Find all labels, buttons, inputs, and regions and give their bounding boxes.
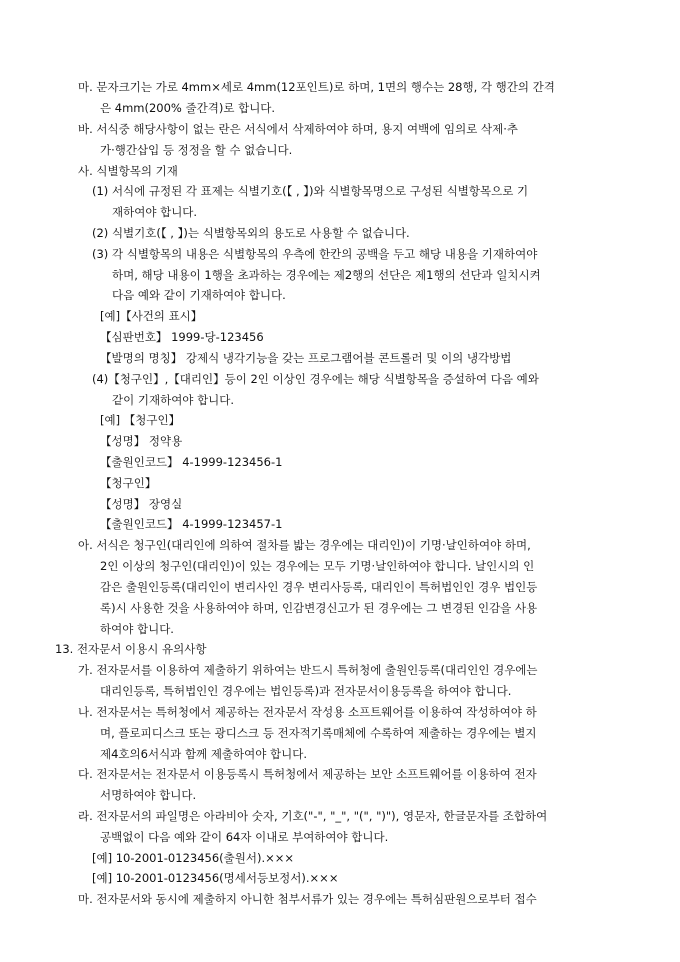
text-line: 마. 문자크기는 가로 4mm×세로 4mm(12포인트)로 하며, 1면의 행수는 28행, 각 행간의 간격 bbox=[78, 80, 555, 94]
text-line: 바. 서식중 해당사항이 없는 란은 서식에서 삭제하여야 하며, 용지 여백에 임의로 삭제·추 bbox=[78, 122, 518, 136]
text-line: 나. 전자문서는 특허청에서 제공하는 전자문서 작성용 소프트웨어를 이용하여 작성하여야 하 bbox=[78, 705, 537, 719]
section-heading: 13. 전자문서 이용시 유의사항 bbox=[55, 642, 207, 656]
text-line: 【심판번호】 1999-당-123456 bbox=[100, 330, 264, 344]
text-line: 2인 이상의 청구인(대리인)이 있는 경우에는 모두 기명·날인하여야 합니다. 날인시의 인 bbox=[100, 559, 535, 573]
text-line: 다. 전자문서는 전자문서 이용등록시 특허청에서 제공하는 보안 소프트웨어를 이용하여 전자 bbox=[78, 767, 537, 781]
text-line: 【출원인코드】 4-1999-123457-1 bbox=[100, 517, 283, 531]
text-line: 【성명】 장영실 bbox=[100, 497, 183, 511]
text-line: 제4호의6서식과 함께 제출하여야 합니다. bbox=[100, 747, 307, 761]
text-line: (1) 서식에 규정된 각 표제는 식별기호(【 , 】)와 식별항목명으로 구성된 식별항목으로 기 bbox=[92, 184, 529, 198]
text-line: [예] 【청구인】 bbox=[100, 413, 181, 427]
text-line: 하여야 합니다. bbox=[100, 622, 174, 636]
text-line: [예] 10-2001-0123456(명세서등보정서).××× bbox=[92, 871, 339, 885]
text-line: (4)【청구인】,【대리인】등이 2인 이상인 경우에는 해당 식별항목을 증설하여 다음 예와 bbox=[92, 372, 539, 386]
text-line: 감은 출원인등록(대리인이 변리사인 경우 변리사등록, 대리인이 특허법인인 경우 법인등 bbox=[100, 580, 538, 594]
text-line: 은 4mm(200% 줄간격)로 합니다. bbox=[100, 101, 276, 115]
text-line: [예] 10-2001-0123456(출원서).××× bbox=[92, 851, 295, 865]
text-line: 서명하여야 합니다. bbox=[100, 788, 197, 802]
text-line: 며, 플로피디스크 또는 광디스크 등 전자적기록매체에 수록하여 제출하는 경우에는 별지 bbox=[100, 726, 537, 740]
text-line: 아. 서식은 청구인(대리인에 의하여 절차를 밟는 경우에는 대리인)이 기명·날인하여야 하며, bbox=[78, 538, 531, 552]
text-line: 록)시 사용한 것을 사용하여야 하며, 인감변경신고가 된 경우에는 그 변경된 인감을 사용 bbox=[100, 601, 538, 615]
text-line: 하며, 해당 내용이 1행을 초과하는 경우에는 제2행의 선단은 제1행의 선단과 일치시켜 bbox=[112, 268, 541, 282]
text-line: 마. 전자문서와 동시에 제출하지 아니한 첨부서류가 있는 경우에는 특허심판원으로부터 접수 bbox=[78, 892, 537, 906]
text-line: 공백없이 다음 예와 같이 64자 이내로 부여하여야 합니다. bbox=[100, 830, 389, 844]
text-line: (2) 식별기호(【 , 】)는 식별항목외의 용도로 사용할 수 없습니다. bbox=[92, 226, 410, 240]
text-line: 【출원인코드】 4-1999-123456-1 bbox=[100, 455, 283, 469]
text-line: [예]【사건의 표시】 bbox=[100, 309, 203, 323]
text-line: 다음 예와 같이 기재하여야 합니다. bbox=[112, 288, 286, 302]
text-line: 가. 전자문서를 이용하여 제출하기 위하여는 반드시 특허청에 출원인등록(대리인인 경우에는 bbox=[78, 663, 538, 677]
text-line: 【청구인】 bbox=[100, 476, 157, 490]
text-line: 사. 식별항목의 기재 bbox=[78, 164, 178, 178]
text-line: 재하여야 합니다. bbox=[112, 205, 198, 219]
text-line: 대리인등록, 특허법인인 경우에는 법인등록)과 전자문서이용등록을 하여야 합니다. bbox=[100, 684, 512, 698]
text-line: 【성명】 정약용 bbox=[100, 434, 183, 448]
text-line: 같이 기재하여야 합니다. bbox=[112, 393, 235, 407]
text-line: 가·행간삽입 등 정정을 할 수 없습니다. bbox=[100, 143, 293, 157]
text-line: 【발명의 명칭】 강제식 냉각기능을 갖는 프로그램어블 콘트롤러 및 이의 냉각방법 bbox=[100, 351, 512, 365]
text-line: (3) 각 식별항목의 내용은 식별항목의 우측에 한칸의 공백을 두고 해당 내용을 기재하여야 bbox=[92, 247, 538, 261]
text-line: 라. 전자문서의 파일명은 아라비아 숫자, 기호("-", "_", "(", ")"), 영문자, 한글문자를 조합하여 bbox=[78, 809, 548, 823]
